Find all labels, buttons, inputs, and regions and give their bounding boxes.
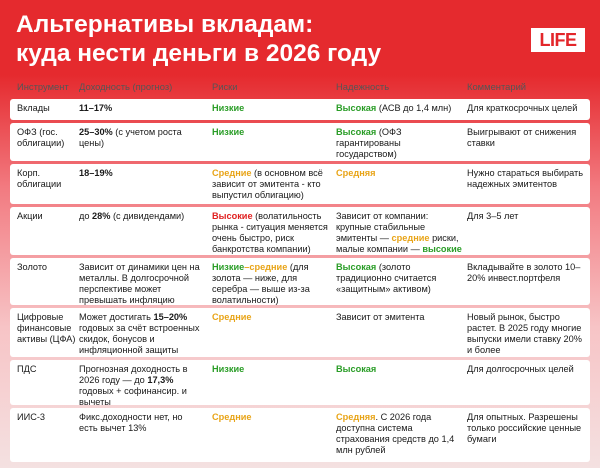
risk-label: Низкие bbox=[212, 262, 245, 272]
yield-text: (с дивидендами) bbox=[110, 211, 185, 221]
cell-comment: Для опытных. Разрешены только российские ценные бумаги bbox=[467, 412, 582, 444]
table-row-ofz bbox=[10, 123, 590, 161]
reliability-label: Высокая bbox=[336, 262, 377, 272]
risk-label: Средние bbox=[212, 312, 252, 322]
cell-risk bbox=[212, 168, 330, 201]
header-instrument: Инструмент bbox=[17, 81, 69, 92]
cell-comment: Вкладывайте в золото 10–20% инвест.портфеля bbox=[467, 262, 581, 283]
yield-value: 18–19% bbox=[79, 168, 113, 178]
cell-comment: Для краткосрочных целей bbox=[467, 103, 578, 113]
cell-reliability: Зависит от эмитента bbox=[336, 312, 425, 322]
reliability-label: Средняя bbox=[336, 168, 376, 178]
risk-text: (волатильность рынка - ситуация меняется очень быстро, риск банкротства компании) bbox=[212, 211, 328, 254]
cell-risk bbox=[212, 262, 330, 306]
risk-sep: – bbox=[244, 262, 250, 272]
table-row-stocks bbox=[10, 207, 590, 255]
header-yield: Доходность (прогноз) bbox=[79, 81, 173, 92]
cell-yield bbox=[79, 103, 201, 114]
reliability-label: Высокая bbox=[336, 364, 377, 374]
cell-comment: Для 3–5 лет bbox=[467, 211, 519, 221]
cell-reliability bbox=[336, 412, 462, 456]
table-row-pds bbox=[10, 360, 590, 405]
cell-instrument: ПДС bbox=[17, 364, 37, 374]
yield-value: 15–20% bbox=[153, 312, 188, 322]
risk-text: (в основном всё зависит от эмитента - кто выпустил облигацию) bbox=[212, 168, 323, 200]
reliability-text: (золото традиционно считается «защитным» активом) bbox=[336, 262, 437, 294]
page-title bbox=[16, 10, 496, 68]
cell-yield: Фикс.доходности нет, но есть вычет 13% bbox=[79, 412, 183, 433]
cell-instrument: Цифровые финансовые активы (ЦФА) bbox=[17, 312, 76, 344]
risk-text: (для золота — ниже, для серебра — выше из-за волатильности) bbox=[212, 262, 310, 305]
header-comment: Комментарий bbox=[467, 81, 527, 92]
reliability-text: (АСВ до 1,4 млн) bbox=[376, 103, 452, 113]
cell-yield bbox=[79, 168, 201, 179]
yield-value: 17,3% bbox=[147, 375, 174, 385]
risk-label-2: средние bbox=[249, 262, 288, 272]
reliability-label: Высокая bbox=[336, 103, 377, 113]
header-reliability: Надежность bbox=[336, 81, 390, 92]
cell-reliability bbox=[336, 262, 462, 295]
cell-risk bbox=[212, 127, 330, 138]
yield-text: годовых за счёт встроенных скидок, бонусов и инфляционной защиты bbox=[79, 323, 200, 355]
reliability-label: Высокая bbox=[336, 127, 377, 137]
cell-yield bbox=[79, 312, 201, 356]
yield-value: 25–30% bbox=[79, 127, 113, 137]
risk-label: Средние bbox=[212, 168, 252, 178]
cell-yield bbox=[79, 127, 201, 149]
reliability-text: . С 2026 года доступна система страхования средств до 1,4 млн рублей bbox=[336, 412, 455, 455]
yield-text: годовых + софинансир. и вычеты bbox=[79, 386, 187, 407]
cell-comment: Для долгосрочных целей bbox=[467, 364, 574, 374]
risk-label: Низкие bbox=[212, 364, 245, 374]
table-header bbox=[0, 78, 600, 98]
cell-instrument: Вклады bbox=[17, 103, 50, 113]
cell-instrument: ИИС-3 bbox=[17, 412, 46, 422]
cell-instrument: Акции bbox=[17, 211, 43, 221]
cell-comment: Новый рынок, быстро растет. В 2025 году многие выпуски имели ставку 20% и более bbox=[467, 312, 582, 355]
risk-label: Низкие bbox=[212, 103, 245, 113]
table-row-deposits bbox=[10, 99, 590, 120]
cell-reliability bbox=[336, 211, 462, 255]
risk-label: Высокие bbox=[212, 211, 253, 221]
title-line-2: куда нести деньги в 2026 году bbox=[16, 40, 382, 67]
table-row-gold bbox=[10, 258, 590, 305]
yield-prefix: до bbox=[79, 211, 93, 221]
risk-label: Средние bbox=[212, 412, 252, 422]
cell-risk bbox=[212, 103, 330, 114]
header-risks: Риски bbox=[212, 81, 238, 92]
cell-reliability bbox=[336, 127, 462, 160]
title-line-1: Альтернативы вкладам: bbox=[16, 11, 314, 38]
yield-text: (с учетом роста цены) bbox=[79, 127, 182, 148]
table-row-cfa bbox=[10, 308, 590, 357]
yield-prefix: Может достигать bbox=[79, 312, 154, 322]
table-row-iis3 bbox=[10, 408, 590, 462]
reliability-label: высокие bbox=[422, 244, 462, 254]
cell-yield: Зависит от динамики цен на металлы. В долгосрочной перспективе может превышать инфляцию bbox=[79, 262, 200, 305]
reliability-mid-label: средние bbox=[391, 233, 430, 243]
life-logo: LIFE bbox=[531, 28, 585, 52]
cell-instrument: ОФЗ (гос. облигации) bbox=[17, 127, 65, 148]
risk-label: Низкие bbox=[212, 127, 245, 137]
cell-risk bbox=[212, 211, 330, 255]
reliability-text: (ОФЗ гарантированы государством) bbox=[336, 127, 402, 159]
cell-reliability bbox=[336, 168, 462, 179]
cell-risk bbox=[212, 364, 330, 375]
yield-prefix: Прогнозная доходность в 2026 году — до bbox=[79, 364, 188, 385]
cell-reliability bbox=[336, 103, 462, 114]
cell-risk bbox=[212, 412, 330, 423]
cell-instrument: Корп. облигации bbox=[17, 168, 62, 189]
reliability-prefix: Зависит от компании: крупные стабильные эмитенты — bbox=[336, 211, 429, 243]
cell-comment: Нужно стараться выбирать надежных эмитентов bbox=[467, 168, 584, 189]
cell-yield bbox=[79, 211, 201, 222]
table-row-corp-bonds bbox=[10, 164, 590, 204]
reliability-mid: риски, малые компании — bbox=[336, 233, 459, 254]
cell-instrument: Золото bbox=[17, 262, 48, 272]
yield-value: 28% bbox=[92, 211, 111, 221]
cell-comment: Выигрывают от снижения ставки bbox=[467, 127, 577, 148]
reliability-label: Средняя bbox=[336, 412, 376, 422]
cell-reliability bbox=[336, 364, 462, 375]
cell-risk bbox=[212, 312, 330, 323]
yield-value: 11–17% bbox=[79, 103, 113, 113]
cell-yield bbox=[79, 364, 201, 408]
